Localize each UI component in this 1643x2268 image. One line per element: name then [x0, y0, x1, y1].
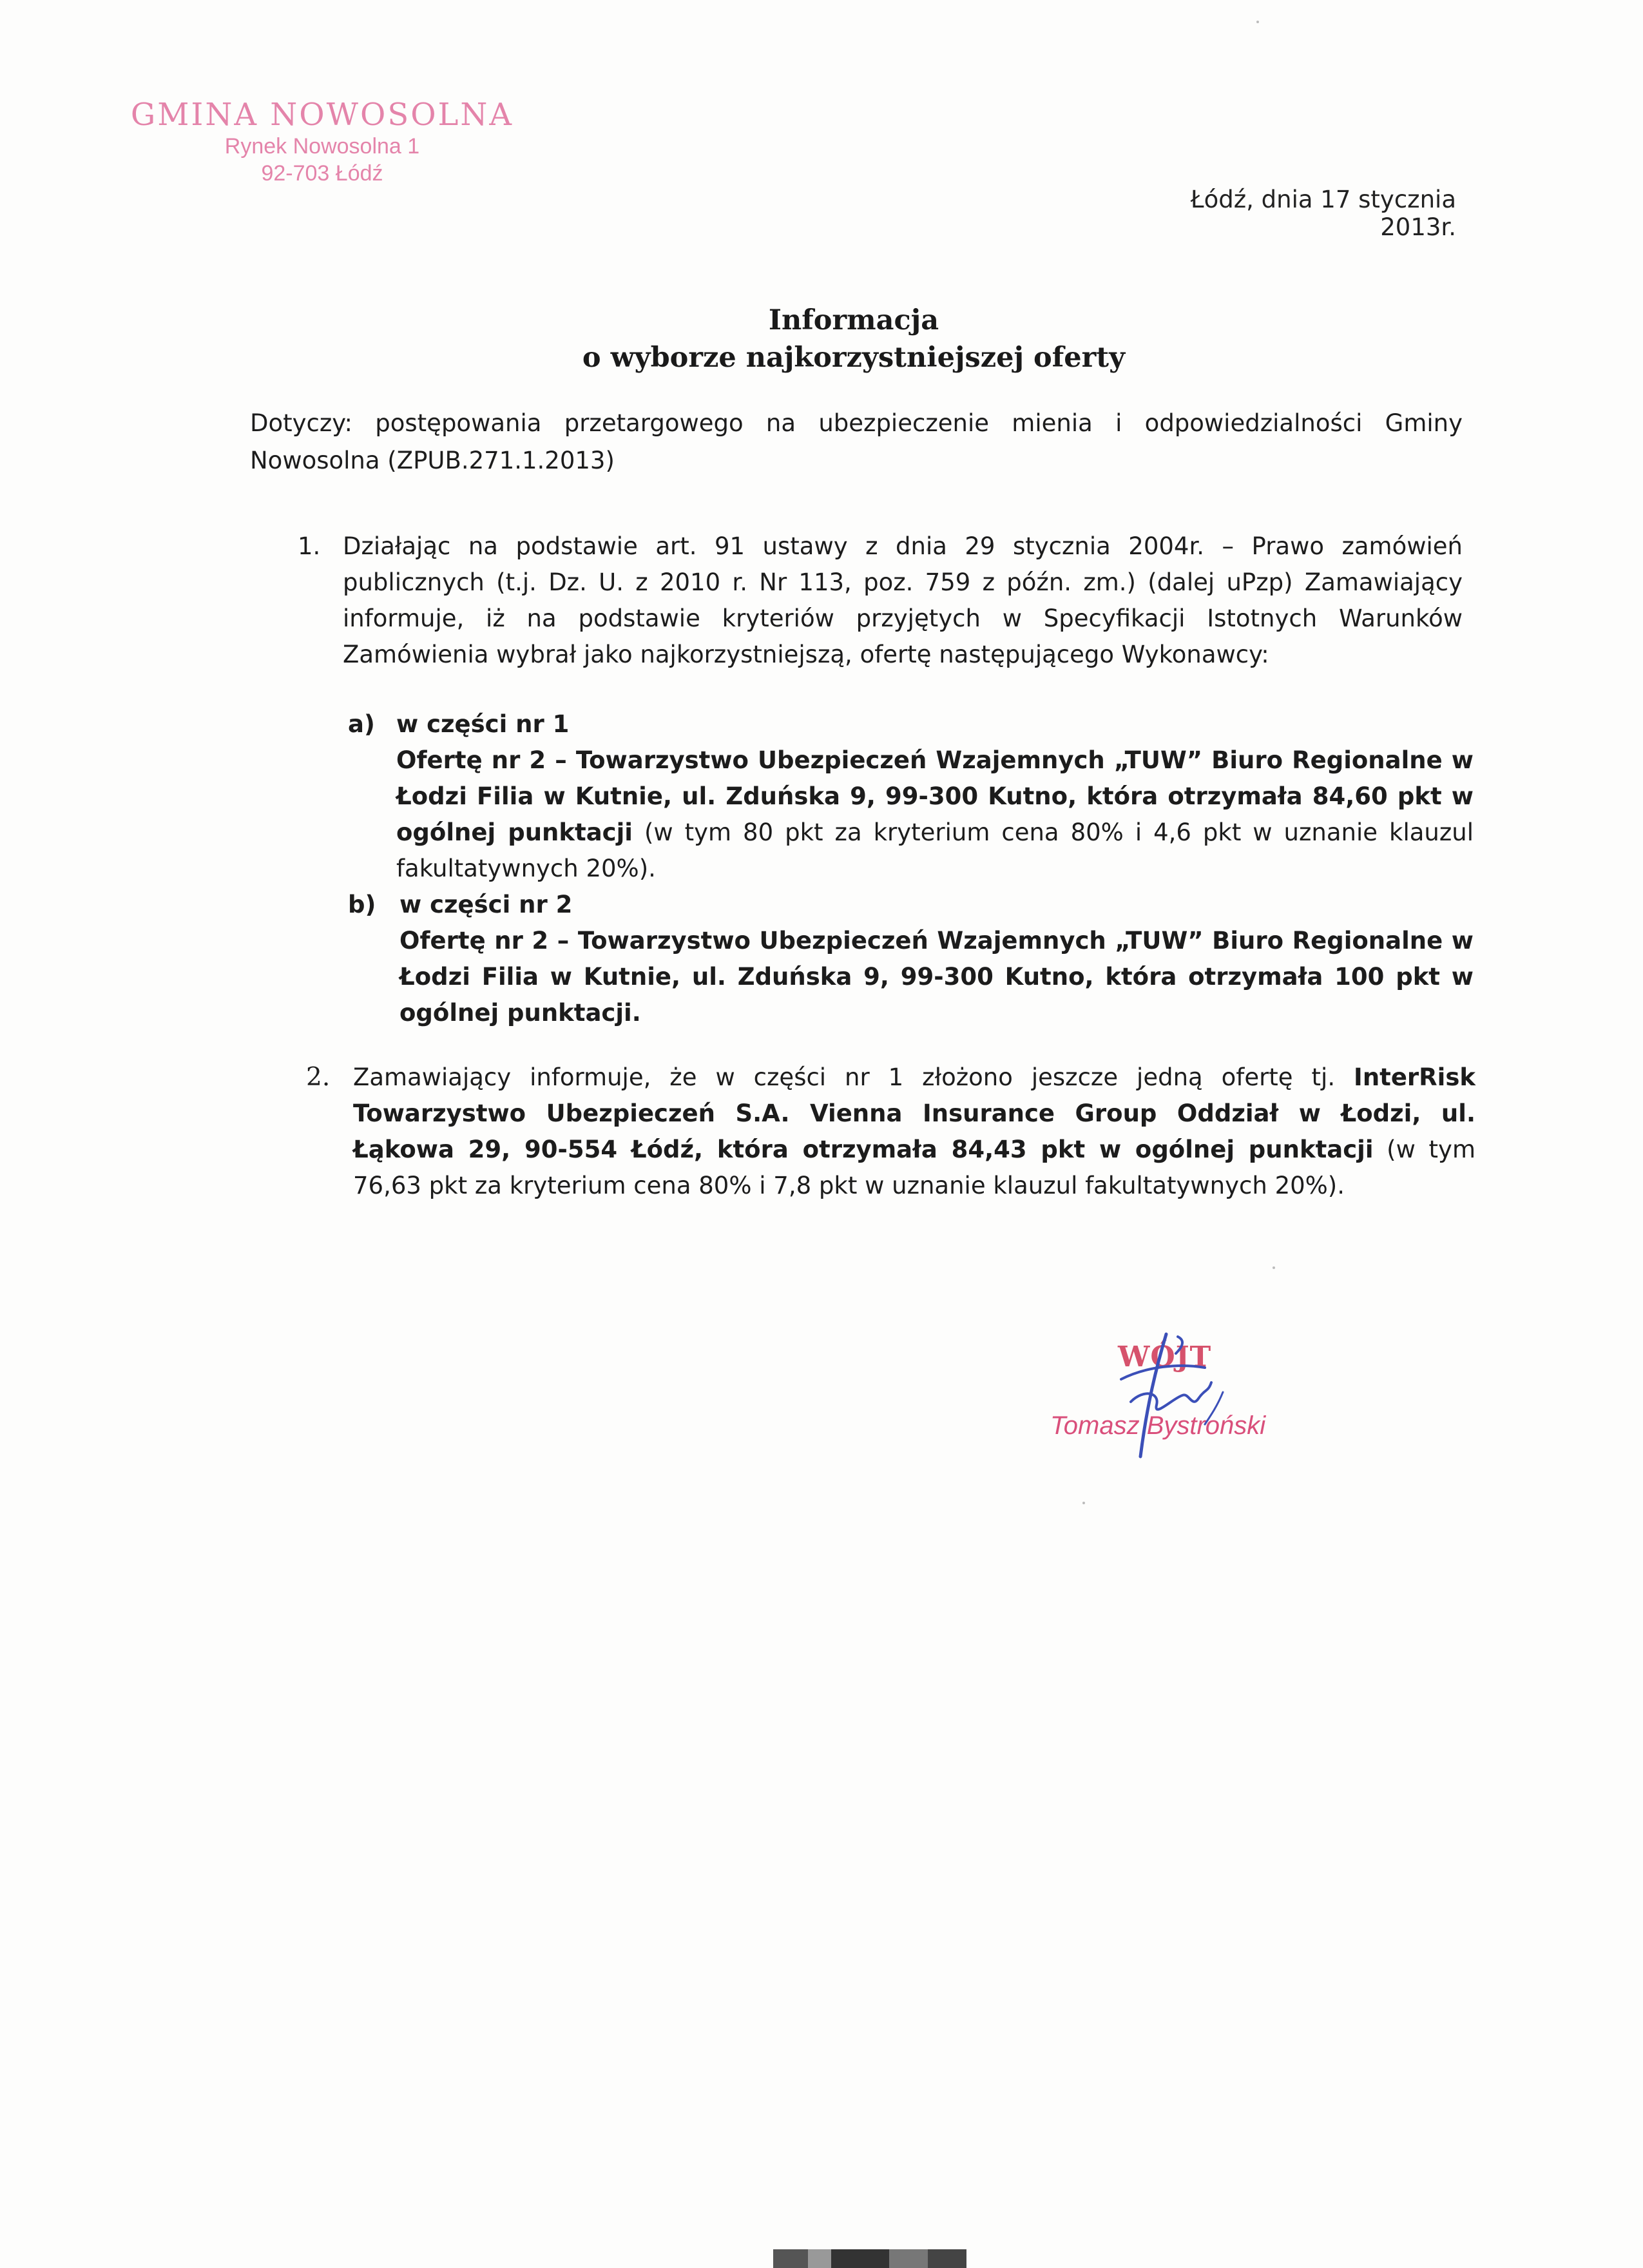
point-2-number: 2.: [306, 1063, 331, 1092]
scan-edge-artifact: [773, 2249, 966, 2268]
scan-speck: [1256, 21, 1259, 23]
point-2-text: [353, 1060, 1475, 1204]
signature-stamp-name: Tomasz Bystroński: [1050, 1411, 1266, 1440]
title-line-2: o wyborze najkorzystniejszej oferty: [582, 342, 1126, 374]
scan-speck: [1082, 1502, 1085, 1504]
document-date: Łódź, dnia 17 stycznia 2013r.: [1190, 186, 1456, 241]
point-2-normal-text-2: (w tym 76,63 pkt za kryterium cena 80% i 7,8 pkt w uznanie klauzul fakultatywnych 20%).: [353, 1136, 1475, 1199]
part-b-marker: b): [348, 891, 376, 918]
office-stamp: [129, 97, 515, 187]
title-line-1: Informacja: [768, 304, 939, 336]
document-title: [451, 302, 1256, 376]
signature-stamp-title: WÓJT: [1118, 1341, 1212, 1373]
part-b-heading: w części nr 2: [399, 891, 573, 918]
point-2-normal-text-1: Zamawiający informuje, że w części nr 1 złożono jeszcze jedną ofertę tj.: [353, 1063, 1354, 1091]
part-a-bold-text: Ofertę nr 2 – Towarzystwo Ubezpieczeń Wzajemnych „TUW” Biuro Regionalne w Łodzi Filia w Kutnie, ul. Zduńska 9, 99-300 Kutno, która otrzymała 84,60 pkt w ogólnej punktacji: [396, 746, 1474, 846]
part-b-bold-text: Ofertę nr 2 – Towarzystwo Ubezpieczeń Wzajemnych „TUW” Biuro Regionalne w Łodzi Filia w Kutnie, ul. Zduńska 9, 99-300 Kutno, która otrzymała 100 pkt w ogólnej punktacji.: [399, 927, 1474, 1027]
stamp-city: 92-703 Łódź: [261, 161, 383, 186]
scan-speck: [1273, 1266, 1275, 1269]
part-a-marker: a): [348, 710, 375, 738]
handwritten-signature: [1095, 1328, 1263, 1476]
part-a-normal-text: (w tym 80 pkt za kryterium cena 80% i 4,6 pkt w uznanie klauzul fakultatywnych 20%).: [396, 819, 1474, 882]
stamp-street: Rynek Nowosolna 1: [224, 134, 420, 159]
part-b-text: [399, 923, 1474, 1031]
part-a-heading: w części nr 1: [396, 710, 570, 738]
part-a-text: [396, 742, 1474, 887]
point-1-number: 1.: [298, 532, 321, 560]
point-2-bold-text: InterRisk Towarzystwo Ubezpieczeń S.A. Vienna Insurance Group Oddział w Łodzi, ul. Łąkowa 29, 90-554 Łódź, która otrzymała 84,43 pkt w ogólnej punktacji: [353, 1063, 1475, 1163]
subject-paragraph: Dotyczy: postępowania przetargowego na ubezpieczenie mienia i odpowiedzialności Gminy Nowosolna (ZPUB.271.1.2013): [250, 409, 1463, 474]
stamp-office-name: GMINA NOWOSOLNA: [130, 97, 514, 133]
point-1-text: Działając na podstawie art. 91 ustawy z dnia 29 stycznia 2004r. – Prawo zamówień publicznych (t.j. Dz. U. z 2010 r. Nr 113, poz. 759 z późn. zm.) (dalej uPzp) Zamawiający informuje, iż na podstawie kryteriów przyjętych w Specyfikacji Istotnych Warunków Zamówienia wybrał jako najkorzystniejszą, ofertę następującego Wykonawcy:: [343, 532, 1463, 668]
